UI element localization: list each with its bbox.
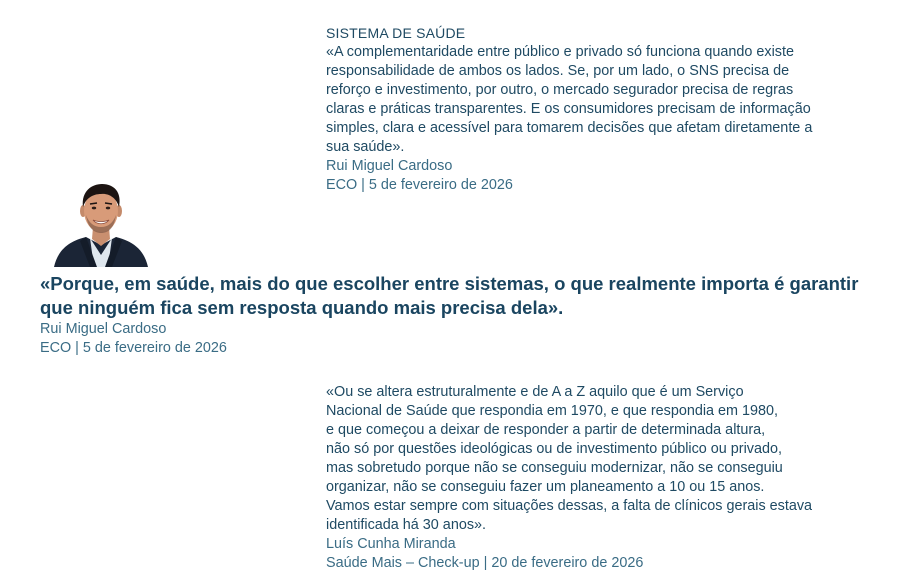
featured-quote-line: que ninguém fica sem resposta quando mais precisa dela». (40, 297, 564, 318)
quote-source: ECO | 5 de fevereiro de 2026 (326, 177, 513, 193)
quote-line: Vamos estar sempre com situações dessas, a falta de clínicos gerais estava (326, 498, 813, 514)
quote-block-featured (40, 272, 890, 358)
author-portrait-photo (52, 183, 150, 267)
featured-quote-line: «Porque, em saúde, mais do que escolher entre sistemas, o que realmente importa é garantir (40, 273, 859, 294)
quote-line: mas sobretudo porque não se conseguiu modernizar, não se conseguiu (326, 460, 783, 476)
quote-block-bottom (326, 383, 866, 573)
section-title: SISTEMA DE SAÚDE (326, 25, 466, 41)
quote-line: sua saúde». (326, 139, 405, 155)
quote-author: Luís Cunha Miranda (326, 536, 456, 552)
quote-line: não só por questões ideológicas ou de investimento público ou privado, (326, 441, 783, 457)
quote-line: «Ou se altera estruturalmente e de A a Z aquilo que é um Serviço (326, 384, 744, 400)
quote-line: simples, clara e acessível para tomarem decisões que afetam diretamente a (326, 120, 813, 136)
quote-line: reforço e investimento, por outro, o mercado segurador precisa de regras (326, 82, 794, 98)
quote-block-top (326, 24, 866, 195)
quote-line: claras e práticas transparentes. E os consumidores precisam de informação (326, 101, 811, 117)
featured-quote-text (40, 272, 890, 320)
quote-line: «A complementaridade entre público e privado só funciona quando existe (326, 44, 795, 60)
quote-text (326, 383, 866, 535)
quote-line: identificada há 30 anos». (326, 517, 487, 533)
quote-text (326, 43, 866, 157)
quote-source: Saúde Mais – Check-up | 20 de fevereiro de 2026 (326, 555, 644, 571)
quote-source: ECO | 5 de fevereiro de 2026 (40, 340, 227, 356)
quote-author: Rui Miguel Cardoso (326, 158, 453, 174)
quote-line: e que começou a deixar de responder a partir de determinada altura, (326, 422, 766, 438)
quote-line: responsabilidade de ambos os lados. Se, por um lado, o SNS precisa de (326, 63, 790, 79)
quote-line: Nacional de Saúde que respondia em 1970, e que respondia em 1980, (326, 403, 779, 419)
quote-line: organizar, não se conseguiu fazer um planeamento a 10 ou 15 anos. (326, 479, 765, 495)
quote-author: Rui Miguel Cardoso (40, 321, 167, 337)
portrait-image (52, 183, 150, 267)
